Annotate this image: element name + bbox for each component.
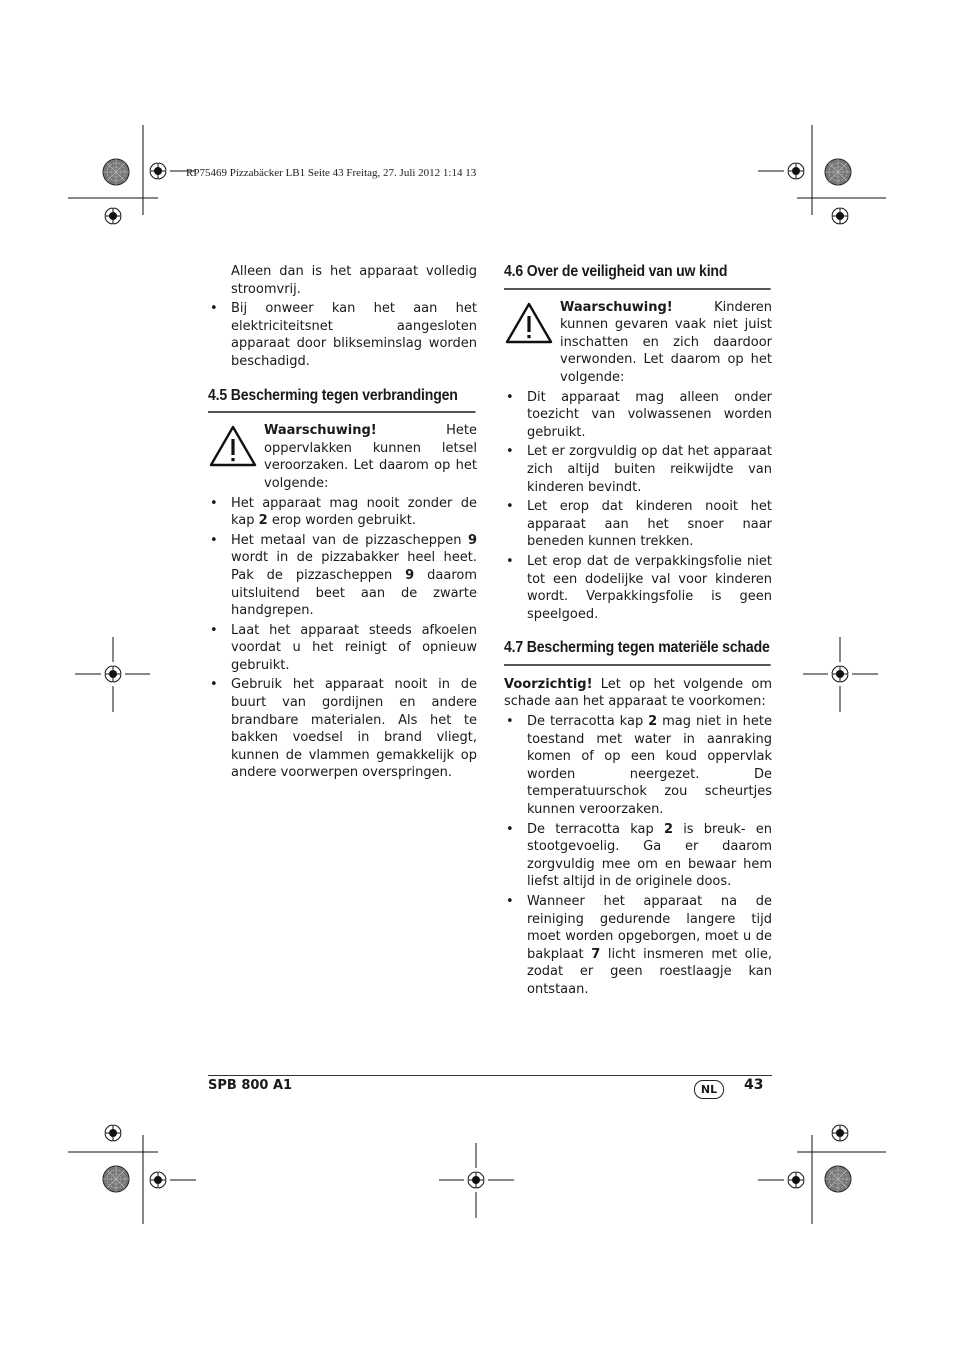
child-safety-bullets [504,389,772,624]
list-item: • De terracotta kap 2 is breuk- en stootgevoelig. Ga er daarom zorgvuldig mee om en bewaar hem liefst altijd in de originele doos. [504,821,772,891]
intro-paragraph: Alleen dan is het apparaat volledig stroomvrij. [231,264,477,297]
list-item: • Gebruik het apparaat nooit in de buurt van gordijnen en andere brandbare materialen. Als het te bakken voedsel in brand vliegt, kunnen de vlammen gemakkelijk op andere voorwerpen overspringen. [208,676,477,782]
warning-block [504,299,772,387]
left-column [208,263,477,784]
burn-bullets [208,495,477,783]
print-header: RP75469 Pizzabäcker LB1 Seite 43 Freitag, 27. Juli 2012 1:14 13 [186,167,477,179]
warning-text: Waarschuwing! Kinderen kunnen gevaren vaak niet juist inschatten en zich daardoor verwonden. Let daarom op het volgende: [560,299,772,385]
intro-bullets [208,300,477,370]
warning-triangle-icon [208,422,264,474]
list-item: • Het metaal van de pizzascheppen 9 wordt in de pizzabakker heel heet. Pak de pizzascheppen 9 daarom uitsluitend beet aan de zwarte handgrepen. [208,532,477,620]
footer-rule [208,1075,772,1076]
caution-label: Voorzichtig! [504,676,593,692]
warning-label: Waarschuwing! [560,299,673,315]
section-title-4-6: 4.6 Over de veiligheid van uw kind [504,263,770,290]
model-number: SPB 800 A1 [208,1078,293,1093]
section-title-4-7: 4.7 Bescherming tegen materiële schade [504,639,770,666]
page-number: 43 [744,1077,764,1093]
right-column [504,263,772,1001]
list-item: • Bij onweer kan het aan het elektriciteitsnet aangesloten apparaat door blikseminslag worden beschadigd. [208,300,477,370]
list-item: • Laat het apparaat steeds afkoelen voordat u het reinigt of opnieuw gebruikt. [208,622,477,675]
warning-triangle-icon [504,299,560,351]
warning-text: Waarschuwing! Hete oppervlakken kunnen letsel veroorzaken. Let daarom op het volgende: [264,423,477,491]
list-item: • Dit apparaat mag alleen onder toezicht van volwassenen worden gebruikt. [504,389,772,442]
section-title-4-5: 4.5 Bescherming tegen verbrandingen [208,387,475,414]
warning-block [208,422,477,492]
warning-label: Waarschuwing! [264,423,377,439]
caution-paragraph: Voorzichtig! Let op het volgende om schade aan het apparaat te voorkomen: [504,676,772,710]
list-item: • Let er zorgvuldig op dat het apparaat zich altijd buiten reikwijdte van kinderen bevindt. [504,443,772,496]
damage-bullets [504,713,772,999]
list-item: • Let erop dat kinderen nooit het apparaat aan het snoer naar beneden kunnen trekken. [504,498,772,551]
language-badge: NL [694,1080,724,1099]
list-item: • Wanneer het apparaat na de reiniging gedurende langere tijd moet worden opgeborgen, moet u de bakplaat 7 licht insmeren met olie, zodat er geen roestlaagje kan ontstaan. [504,893,772,999]
list-item: • De terracotta kap 2 mag niet in hete toestand met water in aanraking komen of op een koud oppervlak worden neergezet. De temperatuurschok zou scheurtjes kunnen veroorzaken. [504,713,772,819]
list-item: • Het apparaat mag nooit zonder de kap 2 erop worden gebruikt. [208,495,477,530]
list-item: • Let erop dat de verpakkingsfolie niet tot een dodelijke val voor kinderen wordt. Verpakkingsfolie is geen speelgoed. [504,553,772,623]
